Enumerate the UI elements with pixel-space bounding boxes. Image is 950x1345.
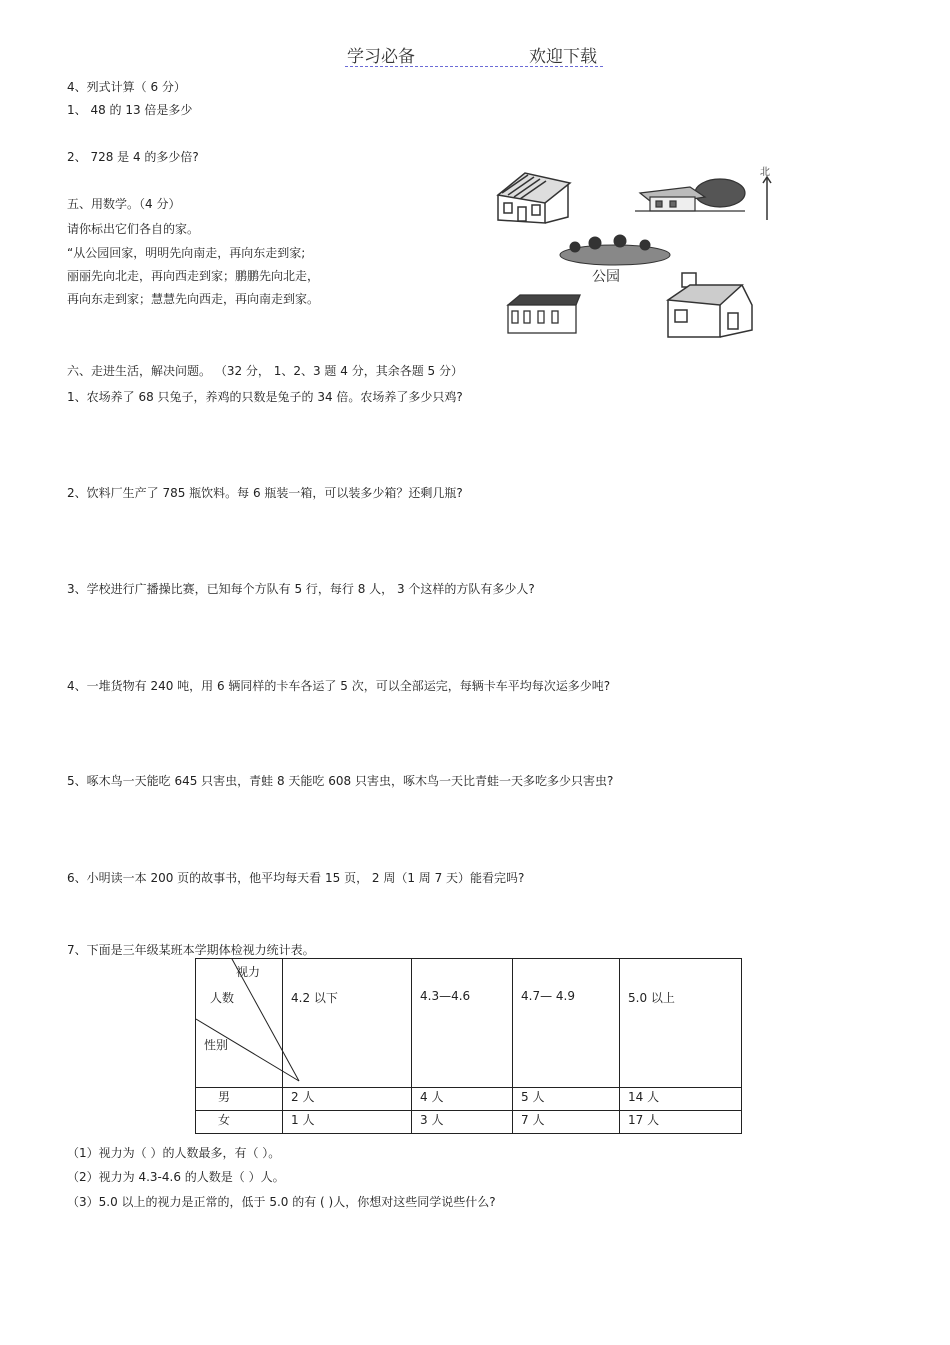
north-label: 北 (760, 167, 770, 178)
section5-title: 五、用数学。（4 分） (67, 197, 181, 211)
house-top-right-icon (635, 179, 745, 211)
section5-line2: “从公园回家，明明先向南走，再向东走到家; (67, 246, 306, 260)
corner-gender-label: 性别 (204, 1038, 229, 1052)
vision-stats-table (195, 958, 742, 1134)
section5-line1: 请你标出它们各自的家。 (67, 222, 200, 236)
section6-q4: 4、一堆货物有 240 吨，用 6 辆同样的卡车各运了 5 次，可以全部运完，每辆卡车平均每次运多少吨? (67, 679, 611, 693)
sub-question-1: （1）视力为（ ）的人数最多，有（ ）。 (67, 1146, 281, 1160)
corner-count-label: 人数 (210, 991, 235, 1005)
page-header (345, 42, 603, 67)
table-cell: 1 人 (283, 1111, 412, 1134)
section6-title: 六、走进生活，解决问题。 （32 分， 1、2、3 题 4 分，其余各题 5 分） (67, 364, 463, 378)
corner-vision-label: 视力 (236, 965, 261, 979)
map-illustration (490, 165, 790, 345)
column-header: 5.0 以上 (620, 959, 742, 1088)
table-cell: 17 人 (620, 1111, 742, 1134)
section5-line3: 丽丽先向北走，再向西走到家；鹏鹏先向北走， (67, 269, 320, 283)
house-bottom-left-icon (508, 295, 580, 333)
row-label: 女 (196, 1111, 283, 1134)
table-header-row (196, 959, 742, 1088)
house-top-left-icon (498, 173, 570, 223)
park-label: 公园 (592, 269, 620, 285)
sub-question-3: （3）5.0 以上的视力是正常的，低于 5.0 的有 ( )人，你想对这些同学说些什么? (67, 1195, 496, 1209)
section6-q6: 6、小明读一本 200 页的故事书，他平均每天看 15 页， 2 周（1 周 7 天）能看完吗? (67, 871, 525, 885)
table-cell: 2 人 (283, 1088, 412, 1111)
section5-line4: 再向东走到家；慧慧先向西走，再向南走到家。 (67, 292, 320, 306)
section6-q5: 5、啄木鸟一天能吃 645 只害虫，青蛙 8 天能吃 608 只害虫，啄木鸟一天比青蛙一天多吃多少只害虫? (67, 774, 614, 788)
table-cell: 7 人 (513, 1111, 620, 1134)
park-icon (560, 235, 670, 265)
table-cell: 5 人 (513, 1088, 620, 1111)
table-corner-cell (196, 959, 283, 1088)
column-header: 4.7— 4.9 (513, 959, 620, 1088)
section6-q1: 1、农场养了 68 只兔子，养鸡的只数是兔子的 34 倍。农场养了多少只鸡? (67, 390, 463, 404)
row-label: 男 (196, 1088, 283, 1111)
table-cell: 14 人 (620, 1088, 742, 1111)
section6-q3: 3、学校进行广播操比赛，已知每个方队有 5 行，每行 8 人， 3 个这样的方队有多少人? (67, 582, 535, 596)
table-row-male (196, 1088, 742, 1111)
section4-title: 4、列式计算（ 6 分） (67, 80, 186, 94)
section6-q7: 7、下面是三年级某班本学期体检视力统计表。 (67, 943, 315, 957)
sub-question-2: （2）视力为 4.3-4.6 的人数是（ ）人。 (67, 1170, 285, 1184)
section6-q2: 2、饮料厂生产了 785 瓶饮料。每 6 瓶装一箱，可以装多少箱？还剩几瓶? (67, 486, 463, 500)
header-right-text: 欢迎下载 (529, 47, 597, 67)
north-arrow-icon (763, 177, 771, 220)
header-left-text: 学习必备 (347, 47, 415, 67)
section4-q1: 1、 48 的 13 倍是多少 (67, 103, 193, 117)
table-cell: 3 人 (412, 1111, 513, 1134)
house-bottom-right-icon (668, 273, 752, 337)
section4-q2: 2、 728 是 4 的多少倍? (67, 150, 199, 164)
table-row-female (196, 1111, 742, 1134)
column-header: 4.3—4.6 (412, 959, 513, 1088)
table-cell: 4 人 (412, 1088, 513, 1111)
column-header: 4.2 以下 (283, 959, 412, 1088)
